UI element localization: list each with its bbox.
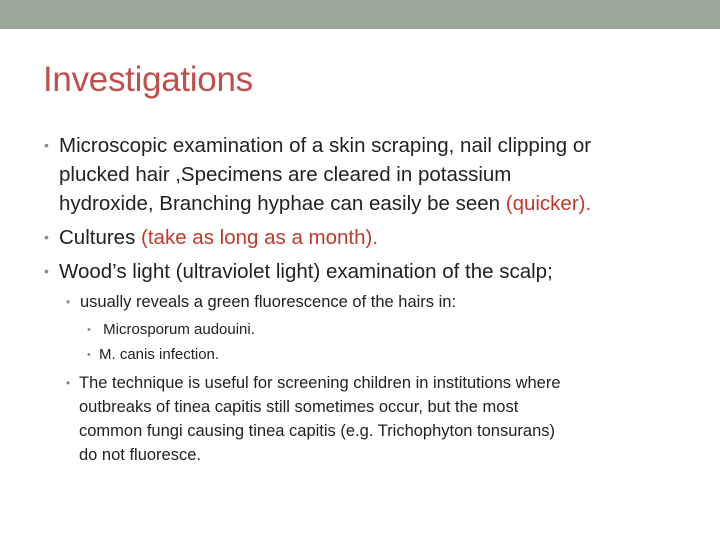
top-bar	[0, 0, 720, 29]
bullet-text: usually reveals a green fluorescence of the hairs in:	[80, 293, 457, 311]
highlight-text: (quicker).	[505, 192, 592, 215]
bullet-dot-icon: •	[66, 376, 71, 390]
bullet-text: Microscopic examination of a skin scraping, nail clipping or	[59, 134, 592, 157]
bullet-dot-icon: •	[87, 349, 91, 361]
bullet-text: Cultures	[59, 226, 142, 249]
highlight-text: (take as long as a month).	[141, 226, 379, 249]
sub-sub-bullet-microsporum	[87, 319, 687, 341]
bullet-text: The technique is useful for screening children in institutions where	[79, 374, 561, 392]
bullet-text: Wood’s light (ultraviolet light) examination of the scalp;	[59, 260, 553, 283]
bullet-text: Microsporum audouini.	[99, 321, 255, 338]
bullet-text: M. canis infection.	[99, 346, 220, 363]
bullet-microscopic-line1	[44, 131, 694, 160]
bullet-text: do not fluoresce.	[79, 446, 201, 464]
bullet-microscopic-line2	[59, 160, 709, 189]
bullet-dot-icon: •	[66, 295, 71, 309]
bullet-dot-icon: •	[44, 229, 49, 245]
slide-title: Investigations	[43, 60, 253, 99]
bullet-dot-icon: •	[87, 324, 91, 336]
bullet-cultures	[44, 223, 694, 252]
sub-bullet-technique-line4	[79, 443, 689, 467]
bullet-microscopic-line3	[59, 189, 709, 218]
sub-bullet-technique-line2	[79, 395, 689, 419]
bullet-dot-icon: •	[44, 137, 49, 153]
bullet-text: outbreaks of tinea capitis still sometimes occur, but the most	[79, 398, 519, 416]
sub-bullet-technique-line3	[79, 419, 689, 443]
bullet-dot-icon: •	[44, 263, 49, 279]
sub-bullet-green-fluorescence	[66, 290, 686, 314]
bullet-text: plucked hair ,Specimens are cleared in potassium	[59, 163, 512, 186]
bullet-text: hydroxide, Branching hyphae can easily be seen	[59, 192, 506, 215]
bullet-text: common fungi causing tinea capitis (e.g. Trichophyton tonsurans)	[79, 422, 556, 440]
sub-bullet-technique-line1	[66, 371, 686, 395]
bullet-woods-light	[44, 257, 694, 286]
sub-sub-bullet-m-canis	[87, 344, 687, 366]
